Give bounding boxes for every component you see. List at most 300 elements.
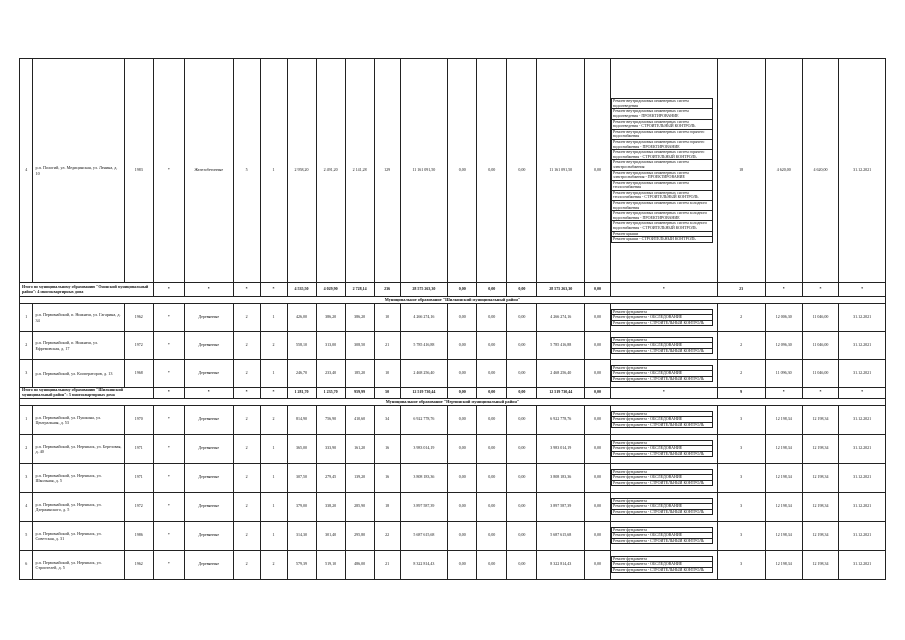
total-star: *	[839, 283, 886, 297]
area-owned: 486,00	[345, 550, 374, 579]
cost-federal: 0,00	[448, 332, 477, 360]
area-total: 558,10	[287, 332, 316, 360]
area-living: 313,00	[316, 332, 345, 360]
table-row	[20, 550, 886, 579]
cost-total: 3 808 183,36	[400, 463, 448, 492]
table-row	[20, 332, 886, 360]
work-item: Ремонт крыши	[611, 232, 713, 238]
total-cost-other: 0,00	[585, 388, 611, 399]
cost-other: 0,00	[585, 59, 611, 283]
total-cost-owners: 12 519 730,44	[537, 388, 585, 399]
area-owned: 2 141,28	[345, 59, 374, 283]
district-title: Муниципальное образование "Нерчинский муниципальный район"	[20, 398, 886, 405]
cost-federal: 0,00	[448, 360, 477, 388]
residents: 129	[374, 59, 400, 283]
house-address: р.п. Первомайский, ул. Нерчинск, ул. Березовая, д. 40	[33, 434, 124, 463]
work-item: Ремонт крыши - СТРОИТЕЛЬНЫЙ КОНТРОЛЬ	[611, 237, 713, 243]
area-owned: 161,20	[345, 434, 374, 463]
work-item: Ремонт фундамента	[611, 498, 713, 505]
area-total: 579,39	[287, 550, 316, 579]
total-star: *	[184, 283, 233, 297]
work-item: Ремонт внутридомовых инженерных систем горячего водоснабжения	[611, 130, 713, 140]
row-number: 4	[20, 59, 33, 283]
floors: 2	[233, 304, 260, 332]
cost-local: 0,00	[507, 492, 537, 521]
cost-other: 0,00	[585, 332, 611, 360]
area-owned: 139,20	[345, 463, 374, 492]
year-commissioned: *	[153, 521, 184, 550]
area-owned: 295,80	[345, 521, 374, 550]
work-item: Ремонт внутридомовых инженерных систем электроснабжения - ПРОЕКТИРОВАНИЕ	[611, 171, 713, 181]
total-count: 9	[717, 388, 765, 399]
residents: 34	[374, 405, 400, 434]
entrances: 2	[260, 405, 287, 434]
unit-cost: 12 198,34	[765, 521, 802, 550]
house-address: р.п. Пологий, ул. Медицинская, ул. Ленина, д. 10	[33, 59, 124, 283]
completion-date: 31.12.2021	[839, 59, 886, 283]
year-commissioned: *	[153, 463, 184, 492]
residents: 21	[374, 332, 400, 360]
year-built: 1962	[124, 550, 153, 579]
completion-date: 31.12.2021	[839, 550, 886, 579]
cost-local: 0,00	[507, 434, 537, 463]
row-number: 2	[20, 332, 33, 360]
cost-other: 0,00	[585, 492, 611, 521]
works-count: 2	[717, 360, 765, 388]
work-item: Ремонт внутридомовых инженерных систем водоотведения - ПРОЕКТИРОВАНИЕ	[611, 109, 713, 119]
work-item: Ремонт фундамента - ОБСЛЕДОВАНИЕ	[611, 533, 713, 539]
wall-material: Деревянные	[184, 360, 233, 388]
work-item: Ремонт фундамента - ОБСЛЕДОВАНИЕ	[611, 446, 713, 452]
cost-other: 0,00	[585, 434, 611, 463]
works-count: 3	[717, 463, 765, 492]
unit-cost: 12 198,34	[765, 492, 802, 521]
table-row	[20, 492, 886, 521]
work-item: Ремонт фундамента - СТРОИТЕЛЬНЫЙ КОНТРОЛЬ	[611, 539, 713, 545]
table-row	[20, 360, 886, 388]
year-commissioned: *	[153, 550, 184, 579]
area-total: 426,00	[287, 304, 316, 332]
completion-date: 31.12.2021	[839, 434, 886, 463]
house-address: р.п. Первомайский, ул. Нерчинск, ул. Дзержинского, д. 5	[33, 492, 124, 521]
table-row	[20, 463, 886, 492]
total-star: *	[233, 283, 260, 297]
work-item: Ремонт фундамента - СТРОИТЕЛЬНЫЙ КОНТРОЛЬ	[611, 568, 713, 574]
residents: 22	[374, 521, 400, 550]
area-living: 338,20	[316, 492, 345, 521]
district-total-row	[20, 283, 886, 297]
works-list	[611, 434, 718, 463]
area-living: 233,40	[316, 360, 345, 388]
works-list	[611, 492, 718, 521]
cost-local: 0,00	[507, 550, 537, 579]
total-area: 4 535,50	[287, 283, 316, 297]
cost-other: 0,00	[585, 405, 611, 434]
work-item: Ремонт фундамента - СТРОИТЕЛЬНЫЙ КОНТРОЛЬ	[611, 452, 713, 458]
capital-repair-register-table	[19, 58, 886, 580]
area-owned: 410,60	[345, 405, 374, 434]
total-cost-regional: 0,00	[477, 388, 507, 399]
works-list	[611, 360, 718, 388]
entrances: 1	[260, 59, 287, 283]
cost-regional: 0,00	[477, 405, 507, 434]
floors: 2	[233, 405, 260, 434]
work-item: Ремонт фундамента	[611, 365, 713, 372]
year-built: 1972	[124, 332, 153, 360]
row-number: 5	[20, 521, 33, 550]
cost-total: 8 322 814,43	[400, 550, 448, 579]
entrances: 1	[260, 434, 287, 463]
total-residents: 50	[374, 388, 400, 399]
entrances: 1	[260, 304, 287, 332]
works-count: 3	[717, 521, 765, 550]
cost-owners: 3 897 587,39	[537, 492, 585, 521]
total-cost-local: 0,00	[507, 388, 537, 399]
year-built: 1971	[124, 463, 153, 492]
works-count: 3	[717, 550, 765, 579]
cost-other: 0,00	[585, 521, 611, 550]
work-item: Ремонт фундамента - СТРОИТЕЛЬНЫЙ КОНТРОЛЬ	[611, 377, 713, 383]
house-address: р.п. Первомайский, ул. Пушкина, ул. Центральная, д. 53	[33, 405, 124, 434]
cost-federal: 0,00	[448, 434, 477, 463]
table-row	[20, 304, 886, 332]
cost-owners: 3 983 014,19	[537, 434, 585, 463]
cost-other: 0,00	[585, 550, 611, 579]
total-star: *	[611, 283, 718, 297]
works-list	[611, 405, 718, 434]
unit-cost: 12 198,34	[765, 434, 802, 463]
year-built: 1986	[124, 521, 153, 550]
cost-other: 0,00	[585, 304, 611, 332]
work-item: Ремонт фундамента - ОБСЛЕДОВАНИЕ	[611, 562, 713, 568]
floors: 2	[233, 550, 260, 579]
row-number: 1	[20, 405, 33, 434]
entrances: 1	[260, 492, 287, 521]
total-star: *	[233, 388, 260, 399]
cost-total: 11 161 091,50	[400, 59, 448, 283]
unit-cost: 12 198,34	[765, 463, 802, 492]
completion-date: 31.12.2021	[839, 521, 886, 550]
floors: 2	[233, 434, 260, 463]
total-star: *	[802, 283, 838, 297]
cost-owners: 5 687 615,68	[537, 521, 585, 550]
wall-material: Деревянные	[184, 304, 233, 332]
year-commissioned: *	[153, 492, 184, 521]
work-item: Ремонт фундамента	[611, 411, 713, 418]
floors: 2	[233, 360, 260, 388]
residents: 16	[374, 434, 400, 463]
year-commissioned: *	[153, 59, 184, 283]
completion-date: 31.12.2021	[839, 304, 886, 332]
cost-total: 5 785 416,88	[400, 332, 448, 360]
unit-cost: 12 096,30	[765, 332, 802, 360]
wall-material: Деревянные	[184, 434, 233, 463]
floors: 2	[233, 492, 260, 521]
work-item: Ремонт внутридомовых инженерных систем электроснабжения	[611, 160, 713, 170]
max-unit-cost: 12 198,34	[802, 405, 838, 434]
work-item: Ремонт внутридомовых инженерных систем теплоснабжения	[611, 181, 713, 191]
cost-other: 0,00	[585, 463, 611, 492]
work-item: Ремонт фундамента - ОБСЛЕДОВАНИЕ	[611, 475, 713, 481]
max-unit-cost: 12 198,34	[802, 463, 838, 492]
area-owned: 308,50	[345, 332, 374, 360]
entrances: 1	[260, 463, 287, 492]
year-built: 1968	[124, 360, 153, 388]
year-built: 1962	[124, 304, 153, 332]
total-label: Итого по муниципальному образованию "Ононский муниципальный район": 4 многоквартирных дома	[20, 283, 154, 297]
total-star: *	[184, 388, 233, 399]
area-total: 379,00	[287, 492, 316, 521]
table-row	[20, 405, 886, 434]
area-owned: 285,90	[345, 492, 374, 521]
cost-total: 2 468 256,40	[400, 360, 448, 388]
cost-regional: 0,00	[477, 434, 507, 463]
area-living: 2 491,20	[316, 59, 345, 283]
entrances: 2	[260, 332, 287, 360]
year-commissioned: *	[153, 304, 184, 332]
total-cost-regional: 0,00	[477, 283, 507, 297]
cost-local: 0,00	[507, 59, 537, 283]
area-living: 386,20	[316, 304, 345, 332]
row-number: 2	[20, 434, 33, 463]
cost-owners: 6 922 778,76	[537, 405, 585, 434]
district-header-row	[20, 398, 886, 405]
cost-federal: 0,00	[448, 405, 477, 434]
cost-regional: 0,00	[477, 463, 507, 492]
max-unit-cost: 11 046,00	[802, 360, 838, 388]
unit-cost: 12 198,34	[765, 550, 802, 579]
work-item: Ремонт фундамента - СТРОИТЕЛЬНЫЙ КОНТРОЛЬ	[611, 423, 713, 429]
area-owned: 185,20	[345, 360, 374, 388]
unit-cost: 11 096,30	[765, 360, 802, 388]
total-area-living: 1 235,70	[316, 388, 345, 399]
total-star: *	[260, 388, 287, 399]
residents: 10	[374, 360, 400, 388]
house-address: р.п. Первомайский, ул. Кооператоров, д. 13	[33, 360, 124, 388]
max-unit-cost: 12 198,34	[802, 492, 838, 521]
year-built: 1972	[124, 492, 153, 521]
row-number: 3	[20, 463, 33, 492]
cost-federal: 0,00	[448, 463, 477, 492]
works-count: 2	[717, 304, 765, 332]
cost-local: 0,00	[507, 332, 537, 360]
total-cost: 12 519 730,44	[400, 388, 448, 399]
wall-material: Деревянные	[184, 463, 233, 492]
house-address: р.п. Первомайский, ул. Нерчинск, ул. Школьная, д. 5	[33, 463, 124, 492]
cost-owners: 11 161 091,50	[537, 59, 585, 283]
cost-total: 3 983 014,19	[400, 434, 448, 463]
district-title: Муниципальное образование "Шилкинский муниципальный район"	[20, 297, 886, 304]
total-label: Итого по муниципальному образованию "Шилкинский муниципальный район": 3 многоквартирных дома	[20, 388, 154, 399]
table-row	[20, 521, 886, 550]
work-item: Ремонт фундамента - ОБСЛЕДОВАНИЕ	[611, 315, 713, 321]
cost-regional: 0,00	[477, 521, 507, 550]
floors: 5	[233, 59, 260, 283]
total-residents: 236	[374, 283, 400, 297]
cost-owners: 5 785 416,88	[537, 332, 585, 360]
works-list	[611, 550, 718, 579]
cost-owners: 8 322 814,43	[537, 550, 585, 579]
max-unit-cost: 12 198,34	[802, 521, 838, 550]
work-item: Ремонт фундамента - ОБСЛЕДОВАНИЕ	[611, 343, 713, 349]
floors: 2	[233, 332, 260, 360]
area-total: 307,50	[287, 463, 316, 492]
works-count: 2	[717, 332, 765, 360]
completion-date: 31.12.2021	[839, 492, 886, 521]
unit-cost: 12 198,34	[765, 405, 802, 434]
cost-local: 0,00	[507, 521, 537, 550]
cost-regional: 0,00	[477, 492, 507, 521]
work-item: Ремонт фундамента	[611, 440, 713, 447]
work-item: Ремонт фундамента - ОБСЛЕДОВАНИЕ	[611, 371, 713, 377]
work-item: Ремонт фундамента - ОБСЛЕДОВАНИЕ	[611, 417, 713, 423]
cost-owners: 4 266 274,16	[537, 304, 585, 332]
work-item: Ремонт внутридомовых инженерных систем холодного водоснабжения - СТРОИТЕЛЬНЫЙ КОНТРОЛЬ	[611, 221, 713, 231]
total-star: *	[153, 388, 184, 399]
residents: 21	[374, 550, 400, 579]
work-item: Ремонт фундамента	[611, 309, 713, 316]
max-unit-cost: 12 198,34	[802, 434, 838, 463]
row-number: 6	[20, 550, 33, 579]
cost-total: 4 266 274,16	[400, 304, 448, 332]
cost-owners: 3 808 183,36	[537, 463, 585, 492]
works-list	[611, 463, 718, 492]
cost-regional: 0,00	[477, 550, 507, 579]
cost-local: 0,00	[507, 463, 537, 492]
area-living: 279,45	[316, 463, 345, 492]
unit-cost: 12 006,30	[765, 304, 802, 332]
works-count: 3	[717, 434, 765, 463]
work-item: Ремонт внутридомовых инженерных систем холодного водоснабжения - ПРОЕКТИРОВАНИЕ	[611, 211, 713, 221]
cost-federal: 0,00	[448, 304, 477, 332]
cost-other: 0,00	[585, 360, 611, 388]
row-number: 4	[20, 492, 33, 521]
max-unit-cost: 4 620,00	[802, 59, 838, 283]
total-area: 1 281,70	[287, 388, 316, 399]
house-address: р.п. Первомайский, п. Нижнеш, ул. Ефремовская, д. 17	[33, 332, 124, 360]
works-count: 3	[717, 405, 765, 434]
cost-regional: 0,00	[477, 59, 507, 283]
house-address: р.п. Первомайский, ул. Нерчинск, ул. Строителей, д. 5	[33, 550, 124, 579]
total-star: *	[611, 388, 718, 399]
work-item: Ремонт внутридомовых инженерных систем водоотведения - СТРОИТЕЛЬНЫЙ КОНТРОЛЬ	[611, 120, 713, 130]
total-cost-other: 0,00	[585, 283, 611, 297]
work-item: Ремонт фундамента	[611, 556, 713, 563]
area-living: 519,10	[316, 550, 345, 579]
work-item: Ремонт внутридомовых инженерных систем горячего водоснабжения - ПРОЕКТИРОВАНИЕ	[611, 140, 713, 150]
area-total: 246,70	[287, 360, 316, 388]
total-star: *	[765, 283, 802, 297]
works-list	[611, 521, 718, 550]
max-unit-cost: 11 046,00	[802, 332, 838, 360]
completion-date: 31.12.2021	[839, 405, 886, 434]
max-unit-cost: 12 198,34	[802, 550, 838, 579]
year-built: 1983	[124, 59, 153, 283]
floors: 2	[233, 463, 260, 492]
area-living: 756,90	[316, 405, 345, 434]
row-number: 1	[20, 304, 33, 332]
works-list	[611, 304, 718, 332]
area-living: 301,40	[316, 521, 345, 550]
district-header-row	[20, 297, 886, 304]
year-commissioned: *	[153, 434, 184, 463]
entrances: 1	[260, 360, 287, 388]
year-commissioned: *	[153, 332, 184, 360]
total-star: *	[839, 388, 886, 399]
wall-material: Деревянные	[184, 332, 233, 360]
total-area-living: 4 029,90	[316, 283, 345, 297]
completion-date: 31.12.2021	[839, 463, 886, 492]
area-total: 314,30	[287, 521, 316, 550]
total-cost-federal: 0,00	[448, 388, 477, 399]
cost-total: 5 687 615,68	[400, 521, 448, 550]
cost-regional: 0,00	[477, 360, 507, 388]
unit-cost: 4 620,00	[765, 59, 802, 283]
year-built: 1971	[124, 434, 153, 463]
work-item: Ремонт фундамента - СТРОИТЕЛЬНЫЙ КОНТРОЛЬ	[611, 510, 713, 516]
work-item: Ремонт фундамента - СТРОИТЕЛЬНЫЙ КОНТРОЛЬ	[611, 481, 713, 487]
total-star: *	[802, 388, 838, 399]
work-item: Ремонт фундамента	[611, 527, 713, 534]
cost-total: 3 897 587,39	[400, 492, 448, 521]
work-item: Ремонт фундамента	[611, 337, 713, 344]
area-total: 814,90	[287, 405, 316, 434]
works-count: 3	[717, 492, 765, 521]
year-commissioned: *	[153, 405, 184, 434]
works-list	[611, 59, 718, 283]
row-number: 3	[20, 360, 33, 388]
works-list	[611, 332, 718, 360]
cost-owners: 2 468 256,40	[537, 360, 585, 388]
residents: 16	[374, 463, 400, 492]
house-address: р.п. Первомайский, п. Нижнеш, ул. Гагарина, д. 34	[33, 304, 124, 332]
entrances: 1	[260, 521, 287, 550]
max-unit-cost: 11 046,00	[802, 304, 838, 332]
wall-material: Железобетонные	[184, 59, 233, 283]
wall-material: Деревянные	[184, 550, 233, 579]
cost-federal: 0,00	[448, 492, 477, 521]
table-row	[20, 59, 886, 283]
total-star: *	[153, 283, 184, 297]
area-living: 333,90	[316, 434, 345, 463]
area-total: 2 958,20	[287, 59, 316, 283]
work-item: Ремонт фундамента - ОБСЛЕДОВАНИЕ	[611, 504, 713, 510]
cost-regional: 0,00	[477, 304, 507, 332]
total-cost-local: 0,00	[507, 283, 537, 297]
district-total-row	[20, 388, 886, 399]
completion-date: 31.12.2021	[839, 360, 886, 388]
total-star: *	[260, 283, 287, 297]
floors: 2	[233, 521, 260, 550]
work-item: Ремонт фундамента - СТРОИТЕЛЬНЫЙ КОНТРОЛЬ	[611, 321, 713, 327]
work-item: Ремонт фундамента - СТРОИТЕЛЬНЫЙ КОНТРОЛЬ	[611, 349, 713, 355]
wall-material: Деревянные	[184, 405, 233, 434]
work-item: Ремонт внутридомовых инженерных систем теплоснабжения - СТРОИТЕЛЬНЫЙ КОНТРОЛЬ	[611, 191, 713, 201]
residents: 10	[374, 304, 400, 332]
year-built: 1970	[124, 405, 153, 434]
total-cost-owners: 28 575 263,30	[537, 283, 585, 297]
total-area-owned: 2 728,14	[345, 283, 374, 297]
total-star: *	[765, 388, 802, 399]
work-item: Ремонт фундамента	[611, 469, 713, 476]
cost-regional: 0,00	[477, 332, 507, 360]
year-commissioned: *	[153, 360, 184, 388]
cost-total: 6 922 778,76	[400, 405, 448, 434]
cost-local: 0,00	[507, 360, 537, 388]
work-item: Ремонт внутридомовых инженерных систем водоотведения	[611, 98, 713, 109]
cost-local: 0,00	[507, 405, 537, 434]
residents: 18	[374, 492, 400, 521]
